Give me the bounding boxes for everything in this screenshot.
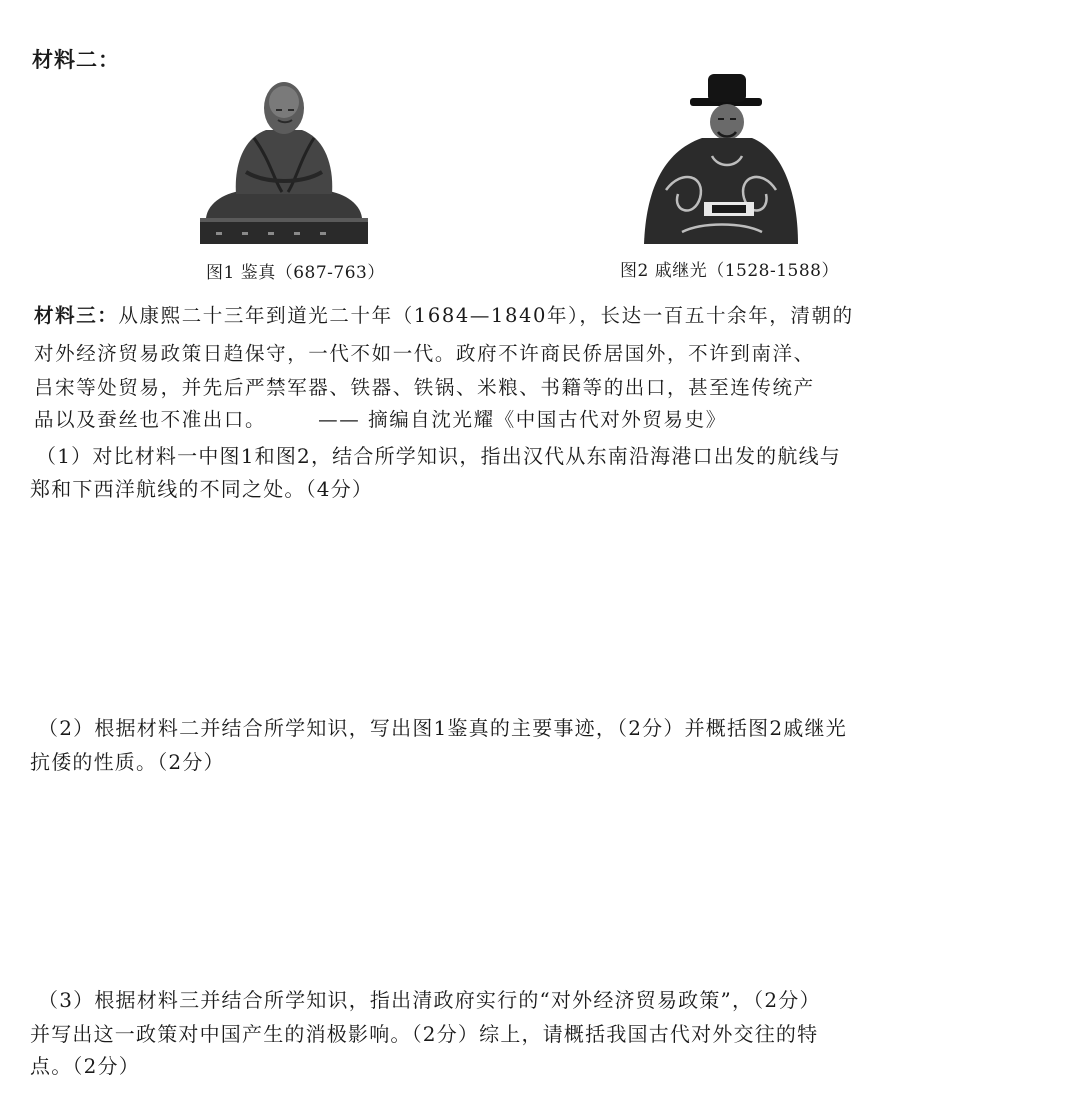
question-1-line-1: （1）对比材料一中图1和图2，结合所学知识，指出汉代从东南沿海港口出发的航线与 bbox=[36, 444, 841, 468]
material3-line-3: 吕宋等处贸易，并先后严禁军器、铁器、铁锅、米粮、书籍等的出口，甚至连传统产 bbox=[34, 376, 815, 399]
figure-2-caption: 图2 戚继光（1528-1588） bbox=[620, 261, 839, 281]
material3-line-1 bbox=[34, 300, 854, 328]
material3-line-4 bbox=[34, 404, 727, 432]
question-2-line-2: 抗倭的性质。（2分） bbox=[30, 750, 225, 774]
jianzhen-statue-image bbox=[196, 72, 372, 248]
figure-1-jianzhen bbox=[196, 72, 372, 248]
question-3-line-3: 点。（2分） bbox=[30, 1054, 140, 1078]
material3-source: —— 摘编自沈光耀《中国古代对外贸易史》 bbox=[318, 408, 727, 431]
material2-heading: 材料二： bbox=[32, 48, 120, 72]
question-3-line-2: 并写出这一政策对中国产生的消极影响。（2分）综上，请概括我国古代对外交往的特 bbox=[30, 1022, 819, 1046]
material3-line-4-text: 品以及蚕丝也不准出口。 bbox=[34, 408, 267, 431]
question-2-line-1: （2）根据材料二并结合所学知识，写出图1鉴真的主要事迹，（2分）并概括图2戚继光 bbox=[38, 716, 847, 740]
qijiguang-portrait-image bbox=[642, 72, 800, 244]
material3-line-1-text: 从康熙二十三年到道光二十年（1684—1840年），长达一百五十余年，清朝的 bbox=[118, 304, 854, 327]
figure-2-qijiguang bbox=[642, 72, 800, 244]
question-3-line-1: （3）根据材料三并结合所学知识，指出清政府实行的“对外经济贸易政策”，（2分） bbox=[38, 988, 821, 1012]
figure-1-caption: 图1 鉴真（687-763） bbox=[206, 263, 385, 283]
question-1-line-2: 郑和下西洋航线的不同之处。（4分） bbox=[30, 477, 374, 501]
material3-label: 材料三： bbox=[34, 304, 119, 327]
material3-line-2: 对外经济贸易政策日趋保守，一代不如一代。政府不许商民侨居国外，不许到南洋、 bbox=[34, 342, 815, 365]
